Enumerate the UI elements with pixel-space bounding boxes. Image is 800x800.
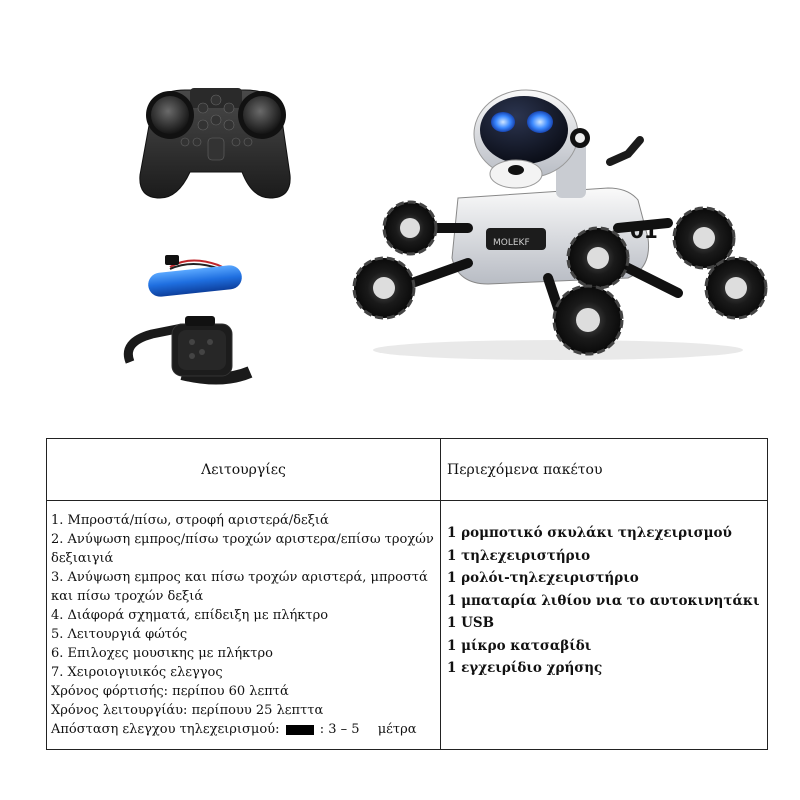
- robot-dog-image: [348, 88, 768, 363]
- feature-item: 4. Διάφορά σχηματά, επίδειξη με πλήκτρο: [51, 608, 329, 623]
- contents-item: 1 εγχειρίδιο χρήσης: [447, 660, 603, 676]
- range-bar-icon: [286, 725, 314, 735]
- feature-item: 5. Λειτουργιά φώτός: [51, 627, 188, 642]
- contents-item: 1 ρολόι-τηλεχειριστήριο: [447, 570, 639, 586]
- control-distance: [51, 720, 437, 739]
- feature-item: 1. Μπροστά/πίσω, στροφή αριστερά/δεξιά: [51, 513, 329, 528]
- run-time: Χρόνος λειτουργίάυ: περίπουυ 25 λεπττα: [51, 703, 324, 718]
- remote-controller-image: [130, 80, 300, 205]
- robot-plate-text: 01: [630, 219, 658, 243]
- contents-item: 1 ρομποτικό σκυλάκι τηλεχειρισμού: [447, 525, 732, 541]
- contents-item: 1 τηλεχειριστήριο: [447, 547, 591, 564]
- robot-brand-text: MOLEKF: [493, 238, 530, 248]
- control-distance-value: : 3 – 5: [319, 722, 360, 737]
- feature-item: 7. Χειροιογιυικός ελεγγος: [51, 665, 223, 680]
- contents-item: 1 μίκρο κατσαβίδι: [447, 637, 592, 654]
- contents-item: 1 μπαταρία λιθίου νια το αυτοκινητάκι: [447, 592, 760, 609]
- control-distance-label: Απόσταση ελεγχου τηλεχειρισμού:: [51, 722, 280, 737]
- battery-image: [140, 245, 250, 300]
- feature-item: 3. Ανύψωση εμπρος και πίσω τροχών αριστερά, μπροστά και πίσω τροχών δεξιά: [51, 570, 428, 604]
- charge-time: Χρόνος φόρτισής: περίπου 60 λεπτά: [51, 684, 289, 699]
- watch-remote-image: [122, 312, 267, 392]
- control-distance-unit: μέτρα: [377, 722, 417, 737]
- contents-header: Περιεχόμενα πακέτου: [447, 461, 603, 478]
- package-contents-list: [447, 522, 767, 680]
- features-header: Λειτουργίες: [201, 461, 286, 478]
- feature-item: 2. Ανύψωση εμπρος/πίσω τροχών αριστερα/επίσω τροχών δεξιαιγιά: [51, 532, 434, 566]
- feature-item: 6. Επιλοχες μουσικης με πλήκτρο: [51, 646, 273, 661]
- features-list: [51, 511, 437, 739]
- spec-table: [46, 438, 768, 750]
- contents-item: 1 USB: [447, 615, 495, 631]
- header-divider: [47, 500, 767, 501]
